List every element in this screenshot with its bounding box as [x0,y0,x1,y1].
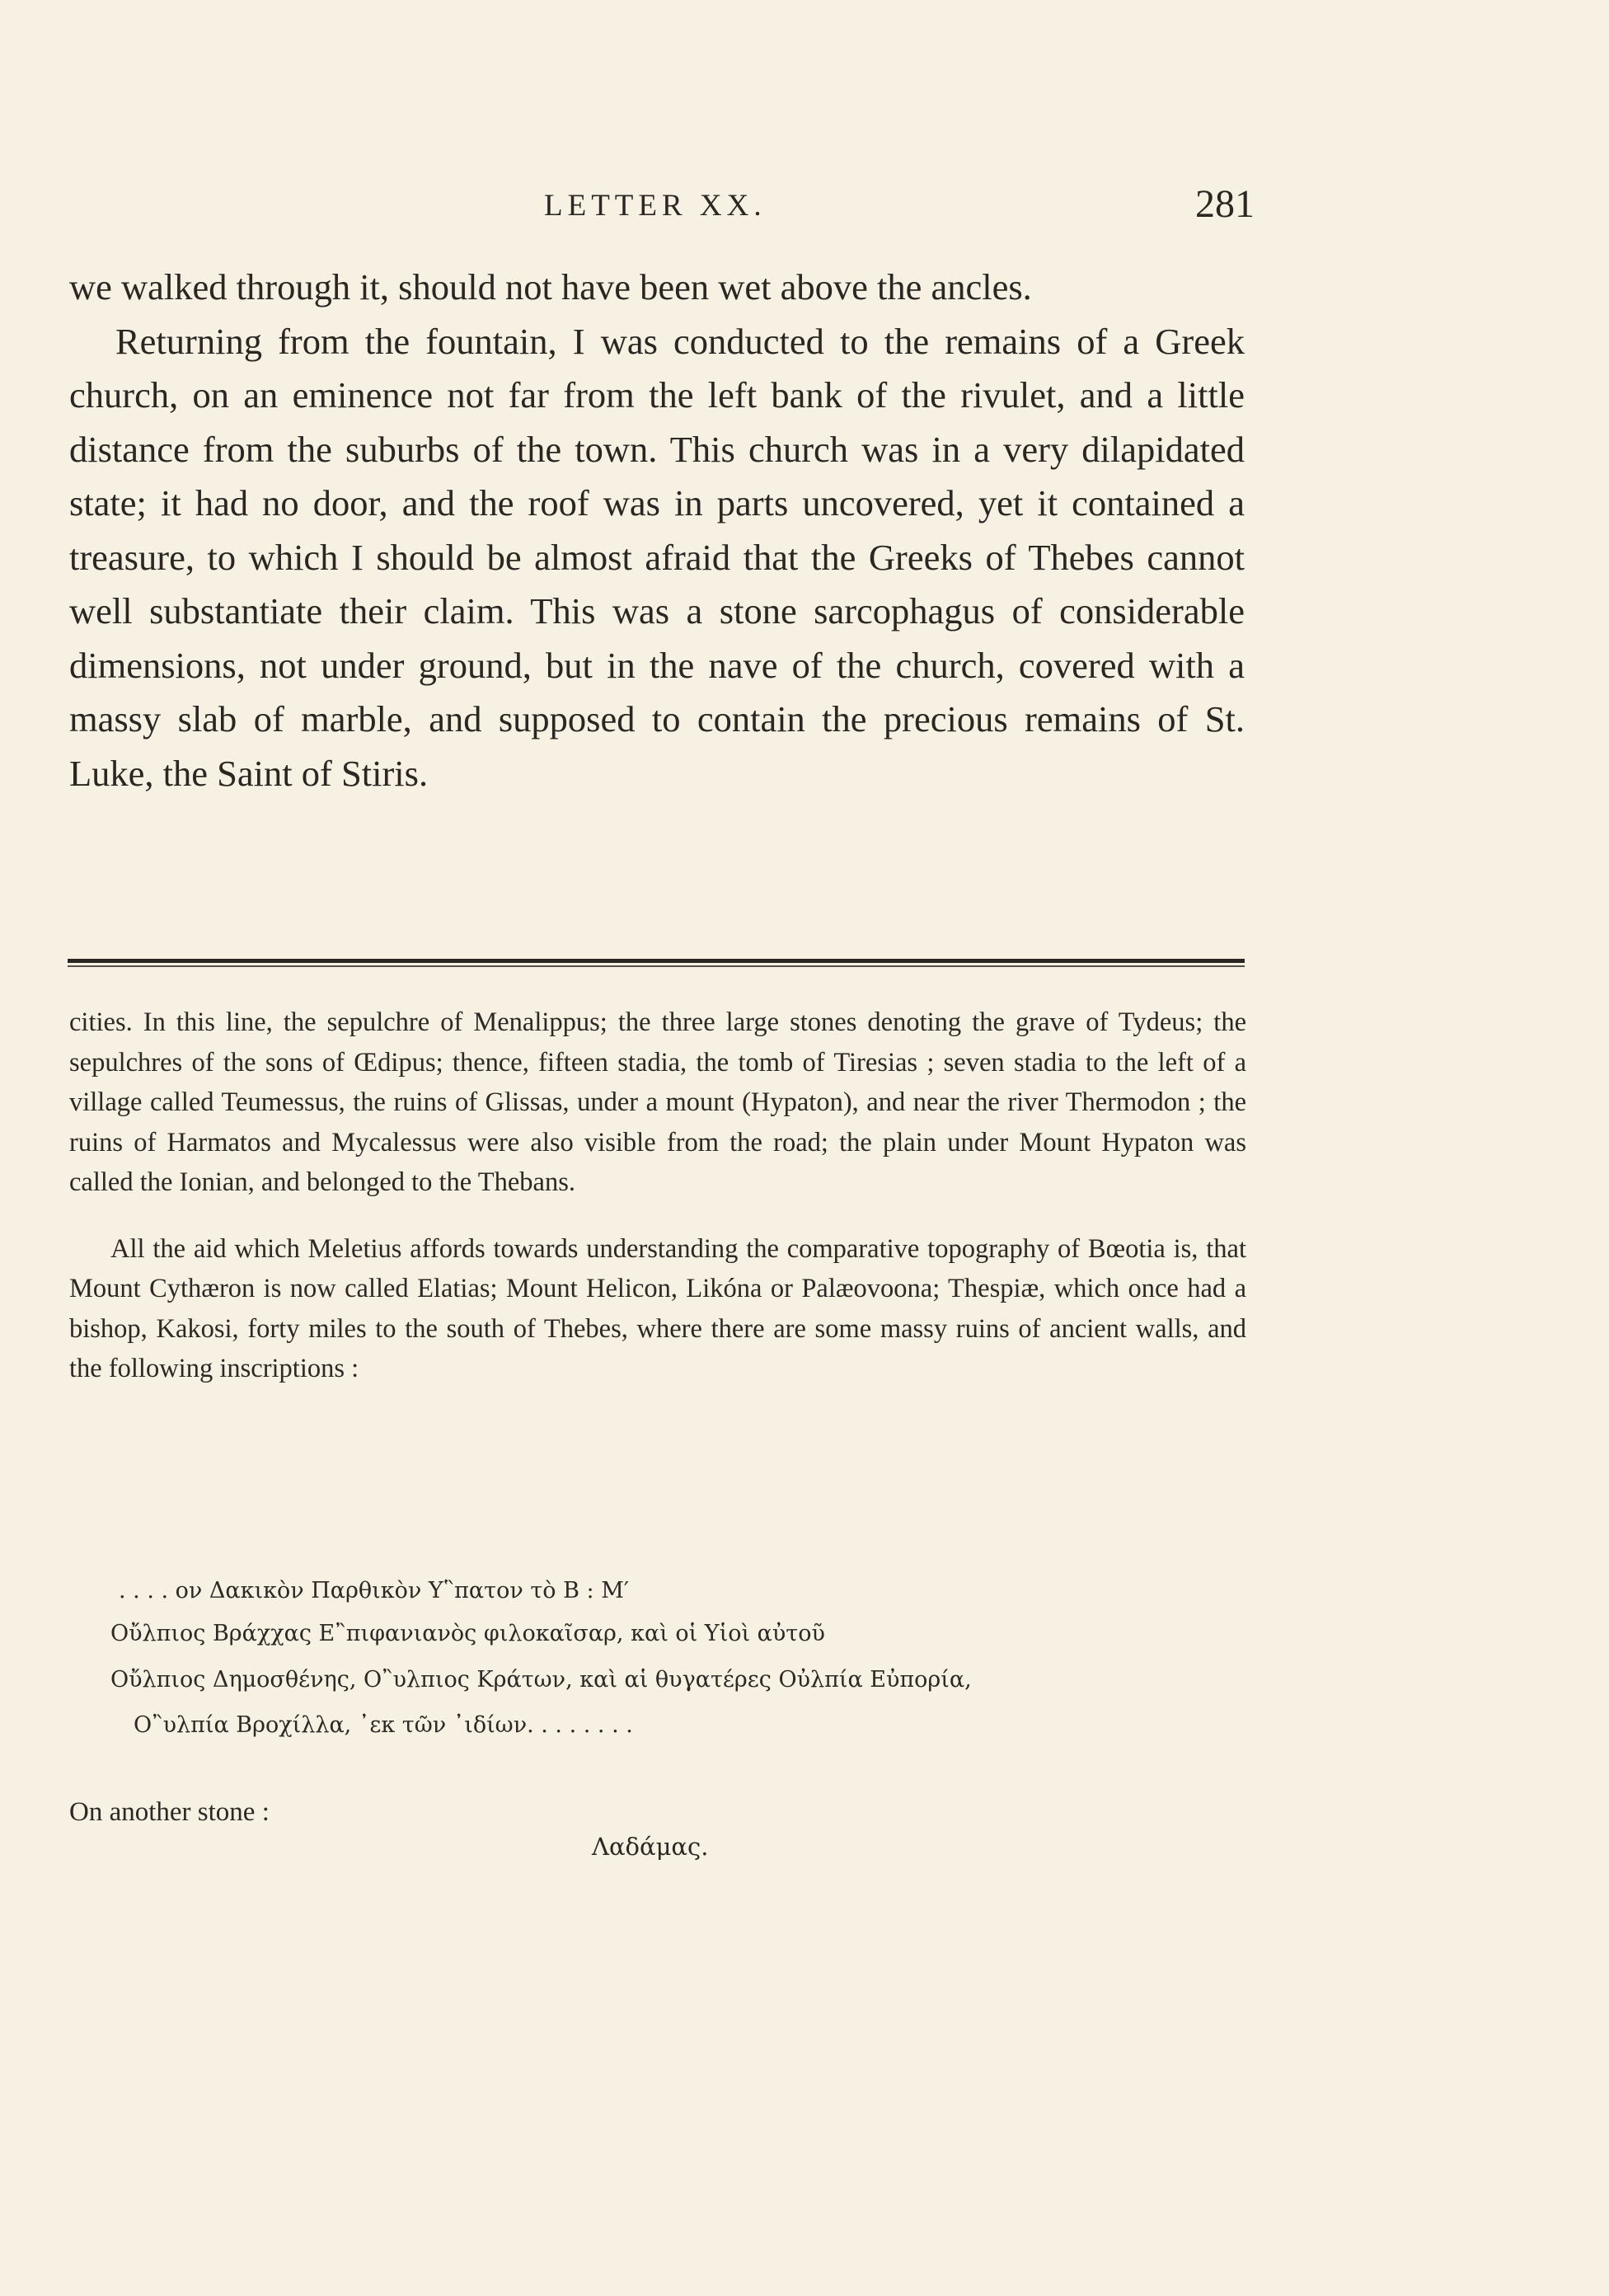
running-head [0,182,1609,237]
inscription-line: Ο῍υλπία Βροχίλλα, ᾽εκ τῶν ᾽ιδίων. . . . . . . . [134,1712,633,1738]
main-text [69,261,1245,801]
footnote-rule [68,959,1245,963]
running-title: LETTER XX. [544,189,767,223]
paragraph-church: Returning from the fountain, I was conducted to the remains of a Greek church, on an eminence not far from the left bank of the rivulet, and a little distance from the suburbs of the town. This church was in a very dilapidated state; it had no door, and the roof was in parts uncovered, yet it contained a treasure, to which I should be almost afraid that the Greeks of Thebes cannot well substantiate their claim. This was a stone sarcophagus of considerable dimensions, not under ground, but in the nave of the church, covered with a massy slab of marble, and supposed to contain the precious remains of St. Luke, the Saint of Stiris. [69,320,1245,794]
inscription-line: Οὔλπιος Δημοσθένης, Ο῍υλπιος Κράτων, καὶ αἱ θυγατέρες Οὐλπία Εὐπορία, [110,1667,972,1693]
footnote-paragraph: All the aid which Meletius affords towards understanding the comparative topography of Bœotia is, that Mount Cythæron is now called Elatias; Mount Helicon, Likóna or Palæovoona; Thespiæ, which once had a bishop, Kakosi, forty miles to the south of Thebes, where there are some massy ruins of ancient walls, and the following inscriptions : [69,1233,1246,1383]
another-stone-label: On another stone : [69,1797,270,1827]
page-number: 281 [1195,182,1255,226]
inscription-line: . . . . ον Δακικὸν Παρθικὸν Υ῝πατον τὸ Β : Μ′ [119,1578,629,1603]
footnote [69,1002,1246,1389]
another-stone-inscription: Λαδάμας. [592,1833,709,1861]
inscription-line: Οὔλπιος Βράχχας Ε῍πιφανιανὸς φιλοκαῖσαρ, καὶ οἱ Υἱοὶ αὐτοῦ [110,1621,825,1646]
footnote-paragraph: cities. In this line, the sepulchre of Menalippus; the three large stones denoting the grave of Tydeus; the sepulchres of the sons of Œdipus; thence, fifteen stadia, the tomb of Tiresias ; seven stadia to the left of a village called Teumessus, the ruins of Glissas, under a mount (Hypaton), and near the river Thermodon ; the ruins of Harmatos and Mycalessus were also visible from the road; the plain under Mount Hypaton was called the Ionian, and belonged to the Thebans. [69,1007,1246,1197]
paragraph-continued: we walked through it, should not have been wet above the ancles. [69,266,1032,308]
